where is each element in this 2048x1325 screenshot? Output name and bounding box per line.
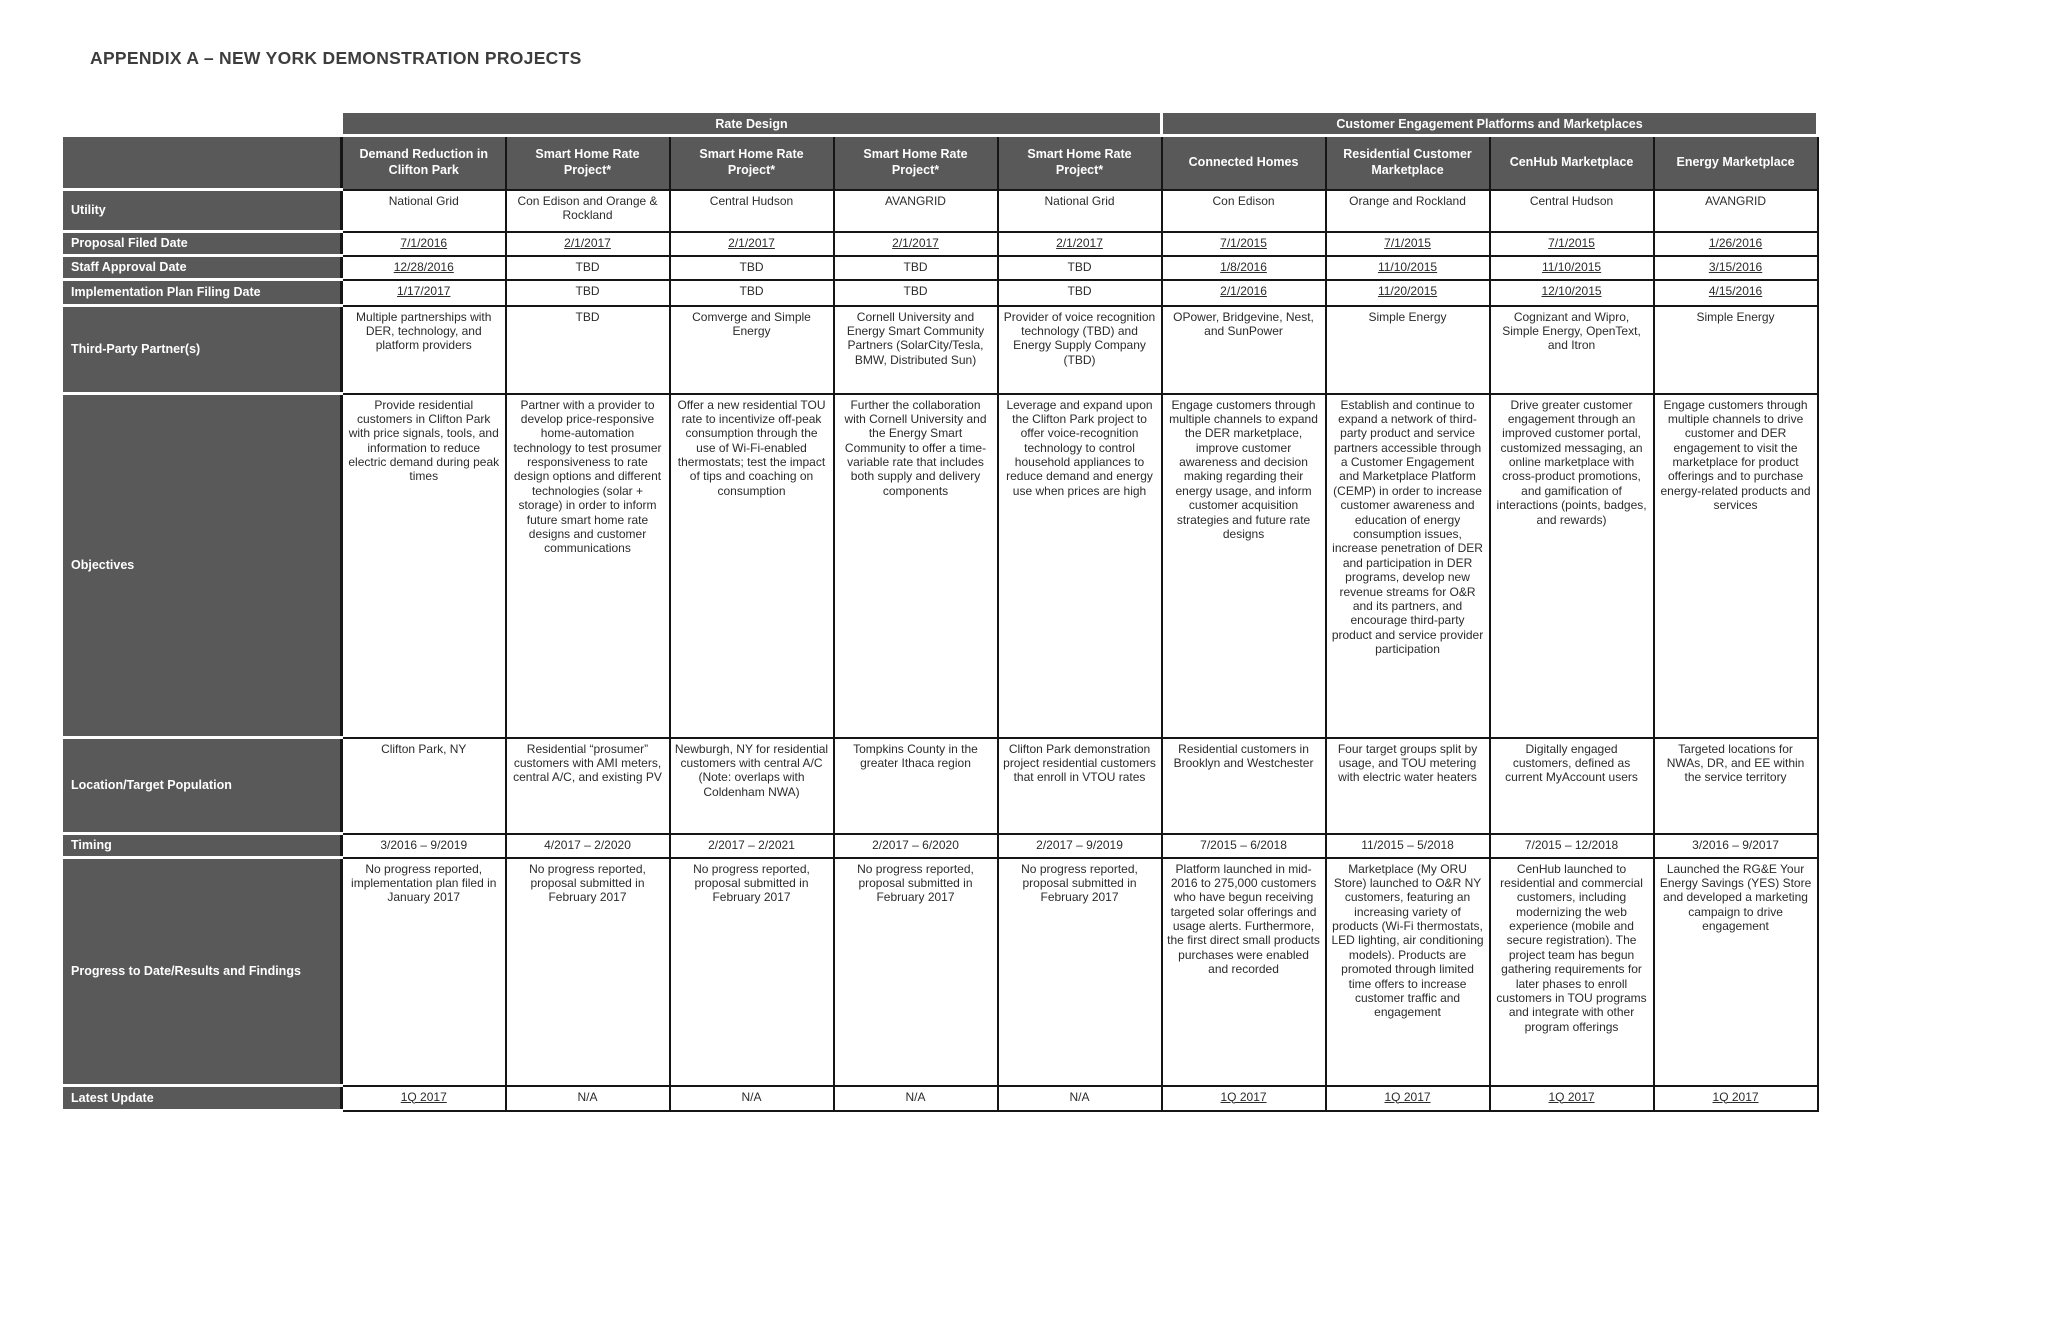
table-cell	[1654, 858, 1818, 1086]
cell-text: Clifton Park, NY	[381, 741, 467, 756]
column-header: Connected Homes	[1162, 136, 1326, 190]
table-row	[62, 190, 1818, 232]
table-cell	[1490, 858, 1654, 1086]
table-cell	[834, 190, 998, 232]
column-header: Demand Reduction in Clifton Park	[342, 136, 506, 190]
table-cell	[1326, 858, 1490, 1086]
cell-text: No progress reported, proposal submitted in February 2017	[529, 861, 646, 905]
table-cell	[342, 306, 506, 394]
linked-value[interactable]: 1Q 2017	[1548, 1089, 1595, 1104]
cell-text: Residential customers in Brooklyn and Westchester	[1173, 741, 1314, 770]
column-header: Smart Home Rate Project*	[998, 136, 1162, 190]
cell-text: Digitally engaged customers, defined as current MyAccount users	[1505, 741, 1638, 785]
table-cell	[342, 190, 506, 232]
linked-value[interactable]: 12/10/2015	[1541, 283, 1602, 298]
table-cell	[670, 190, 834, 232]
table-cell	[1162, 394, 1326, 738]
cell-text: Platform launched in mid-2016 to 275,000 customers who have begun receiving targeted solar offerings and usage alerts. Furthermore, the first direct small products purchases were enabled and recorded	[1167, 861, 1320, 977]
cell-text: AVANGRID	[1705, 193, 1766, 208]
cell-text: Offer a new residential TOU rate to incentivize off-peak consumption through the use of Wi-Fi-enabled thermostats; test the impact of tips and coaching on consumption	[677, 397, 826, 498]
table-row	[62, 394, 1818, 738]
table-cell	[1326, 1086, 1490, 1111]
cell-text: Con Edison	[1212, 193, 1275, 208]
linked-value[interactable]: 12/28/2016	[393, 259, 454, 274]
cell-text: 2/2017 – 6/2020	[872, 837, 959, 852]
table-cell	[1654, 738, 1818, 834]
table-cell	[342, 1086, 506, 1111]
cell-text: 3/2016 – 9/2019	[380, 837, 468, 852]
row-label: Timing	[62, 834, 342, 858]
cell-text: N/A	[1069, 1089, 1090, 1104]
row-label: Progress to Date/Results and Findings	[62, 858, 342, 1086]
table-cell	[1326, 256, 1490, 280]
cell-text: Further the collaboration with Cornell University and the Energy Smart Community to offer a time-variable rate that includes both supply and delivery components	[844, 397, 987, 498]
linked-value[interactable]: 11/20/2015	[1377, 283, 1438, 298]
table-cell	[834, 738, 998, 834]
cell-text: TBD	[575, 309, 600, 324]
cell-text: 3/2016 – 9/2017	[1692, 837, 1779, 852]
table-row	[62, 858, 1818, 1086]
linked-value[interactable]: 1Q 2017	[400, 1089, 447, 1104]
table-cell	[670, 1086, 834, 1111]
row-label: Third-Party Partner(s)	[62, 306, 342, 394]
cell-text: Tompkins County in the greater Ithaca region	[853, 741, 978, 770]
table-cell	[998, 394, 1162, 738]
table-cell	[1326, 394, 1490, 738]
column-header-row	[62, 136, 1818, 190]
cell-text: 7/2015 – 12/2018	[1524, 837, 1619, 852]
table-cell	[506, 738, 670, 834]
table-cell	[506, 306, 670, 394]
cell-text: 11/2015 – 5/2018	[1361, 837, 1454, 852]
table-cell	[1654, 190, 1818, 232]
table-cell	[834, 256, 998, 280]
linked-value[interactable]: 1Q 2017	[1220, 1089, 1267, 1104]
linked-value[interactable]: 2/1/2017	[1056, 235, 1103, 250]
table-cell	[1490, 280, 1654, 306]
linked-value[interactable]: 1Q 2017	[1384, 1089, 1431, 1104]
table-cell	[1654, 280, 1818, 306]
row-label: Objectives	[62, 394, 342, 738]
projects-table	[60, 110, 1819, 1112]
linked-value[interactable]: 1/17/2017	[397, 283, 451, 298]
linked-value[interactable]: 2/1/2017	[892, 235, 939, 250]
linked-value[interactable]: 1Q 2017	[1712, 1089, 1759, 1104]
linked-value[interactable]: 4/15/2016	[1708, 283, 1763, 298]
cell-text: Targeted locations for NWAs, DR, and EE within the service territory	[1666, 741, 1805, 785]
table-cell	[506, 858, 670, 1086]
cell-text: National Grid	[388, 193, 459, 208]
cell-text: 2/2017 – 2/2021	[708, 837, 795, 852]
table-cell	[834, 232, 998, 256]
table-cell	[1490, 306, 1654, 394]
linked-value[interactable]: 7/1/2015	[1384, 235, 1431, 250]
table-row	[62, 280, 1818, 306]
cell-text: TBD	[575, 259, 600, 274]
page-title: APPENDIX A – NEW YORK DEMONSTRATION PROJECTS	[90, 48, 582, 68]
table-cell	[1162, 256, 1326, 280]
table-cell	[1162, 834, 1326, 858]
table-row	[62, 256, 1818, 280]
corner-spacer	[62, 112, 342, 136]
table-cell	[670, 834, 834, 858]
row-label: Staff Approval Date	[62, 256, 342, 280]
table-cell	[1654, 256, 1818, 280]
table-cell	[506, 834, 670, 858]
linked-value[interactable]: 7/1/2016	[400, 235, 448, 250]
table-cell	[1162, 190, 1326, 232]
table-cell	[506, 232, 670, 256]
table-cell	[1654, 306, 1818, 394]
column-group-header-1: Customer Engagement Platforms and Marketplaces	[1162, 112, 1818, 136]
column-header: Smart Home Rate Project*	[506, 136, 670, 190]
cell-text: N/A	[905, 1089, 926, 1104]
cell-text: Establish and continue to expand a network of third-party product and service partners accessible through a Customer Engagement and Marketplace Platform (CEMP) in order to increase customer awareness and education of energy consumption issues, increase penetration of DER and participation in DER programs, develop new revenue streams for O&R and its partners, and encourage third-party product and service provider participation	[1331, 397, 1484, 657]
cell-text: Engage customers through multiple channels to drive customer and DER engagement to visit the marketplace for product offerings and to purchase energy-related products and services	[1660, 397, 1811, 513]
table-cell	[670, 232, 834, 256]
table-cell	[1326, 834, 1490, 858]
table-cell	[1490, 834, 1654, 858]
cell-text: Central Hudson	[709, 193, 794, 208]
table-cell	[342, 280, 506, 306]
cell-text: TBD	[1067, 283, 1092, 298]
table-cell	[670, 306, 834, 394]
table-cell	[670, 858, 834, 1086]
cell-text: Comverge and Simple Energy	[692, 309, 811, 338]
cell-text: Simple Energy	[1368, 309, 1447, 324]
cell-text: Four target groups split by usage, and TOU metering with electric water heaters	[1337, 741, 1478, 785]
cell-text: Newburgh, NY for residential customers with central A/C (Note: overlaps with Coldenham NWA)	[674, 741, 829, 799]
table-cell	[1326, 232, 1490, 256]
table-cell	[1654, 232, 1818, 256]
cell-text: No progress reported, implementation plan filed in January 2017	[351, 861, 497, 905]
cell-text: Simple Energy	[1696, 309, 1775, 324]
table-cell	[506, 256, 670, 280]
table-cell	[834, 306, 998, 394]
table-row	[62, 232, 1818, 256]
linked-value[interactable]: 11/10/2015	[1541, 259, 1602, 274]
table-row	[62, 834, 1818, 858]
table-cell	[1162, 280, 1326, 306]
table-cell	[1654, 394, 1818, 738]
cell-text: N/A	[577, 1089, 598, 1104]
table-row	[62, 738, 1818, 834]
table-cell	[834, 1086, 998, 1111]
cell-text: Cornell University and Energy Smart Community Partners (SolarCity/Tesla, BMW, Distributed Sun)	[846, 309, 985, 367]
cell-text: National Grid	[1044, 193, 1115, 208]
table-cell	[1490, 394, 1654, 738]
cell-text: Launched the RG&E Your Energy Savings (YES) Store and developed a marketing campaign to drive engagement	[1659, 861, 1812, 934]
table-cell	[342, 256, 506, 280]
cell-text: TBD	[1067, 259, 1092, 274]
table-cell	[506, 394, 670, 738]
row-label: Implementation Plan Filing Date	[62, 280, 342, 306]
table-cell	[1162, 738, 1326, 834]
linked-value[interactable]: 1/26/2016	[1708, 235, 1763, 250]
cell-text: Provide residential customers in Clifton Park with price signals, tools, and information to reduce electric demand during peak times	[348, 397, 500, 484]
table-cell	[1326, 306, 1490, 394]
table-cell	[670, 394, 834, 738]
column-header: CenHub Marketplace	[1490, 136, 1654, 190]
cell-text: N/A	[741, 1089, 762, 1104]
cell-text: Marketplace (My ORU Store) launched to O&R NY customers, featuring an increasing variety of products (Wi-Fi thermostats, LED lighting, air conditioning models). Products are promoted through limited time offers to increase customer traffic and engagement	[1331, 861, 1484, 1020]
cell-text: No progress reported, proposal submitted in February 2017	[693, 861, 810, 905]
table-row	[62, 1086, 1818, 1111]
table-cell	[998, 280, 1162, 306]
table-cell	[342, 858, 506, 1086]
table-cell	[1326, 738, 1490, 834]
cell-text: Cognizant and Wipro, Simple Energy, OpenText, and Itron	[1502, 309, 1641, 353]
linked-value[interactable]: 2/1/2016	[1220, 283, 1267, 298]
table-cell	[998, 232, 1162, 256]
cell-text: Multiple partnerships with DER, technology, and platform providers	[356, 309, 492, 353]
table-cell	[834, 394, 998, 738]
table-cell	[1490, 232, 1654, 256]
table-cell	[1490, 1086, 1654, 1111]
column-header: Smart Home Rate Project*	[834, 136, 998, 190]
cell-text: Clifton Park demonstration project residential customers that enroll in VTOU rates	[1003, 741, 1156, 785]
group-header-row	[62, 112, 1818, 136]
table-container	[60, 110, 1819, 1112]
table-cell	[1162, 306, 1326, 394]
row-label: Proposal Filed Date	[62, 232, 342, 256]
cell-text: 7/2015 – 6/2018	[1200, 837, 1287, 852]
cell-text: TBD	[903, 283, 928, 298]
table-cell	[998, 834, 1162, 858]
table-cell	[998, 190, 1162, 232]
cell-text: Provider of voice recognition technology (TBD) and Energy Supply Company (TBD)	[1003, 309, 1156, 367]
cell-text: No progress reported, proposal submitted in February 2017	[1021, 861, 1138, 905]
table-row	[62, 306, 1818, 394]
table-cell	[506, 280, 670, 306]
cell-text: No progress reported, proposal submitted in February 2017	[857, 861, 974, 905]
row-label-header	[62, 136, 342, 190]
table-cell	[1654, 1086, 1818, 1111]
cell-text: TBD	[903, 259, 928, 274]
table-cell	[1326, 280, 1490, 306]
table-cell	[342, 738, 506, 834]
cell-text: Orange and Rockland	[1349, 193, 1466, 208]
cell-text: Leverage and expand upon the Clifton Park project to offer voice-recognition technology to control household appliances to reduce demand and energy use when prices are high	[1006, 397, 1153, 498]
row-label: Location/Target Population	[62, 738, 342, 834]
row-label: Latest Update	[62, 1086, 342, 1111]
cell-text: 2/2017 – 9/2019	[1036, 837, 1123, 852]
cell-text: TBD	[575, 283, 600, 298]
table-cell	[506, 190, 670, 232]
table-cell	[998, 858, 1162, 1086]
column-header: Residential Customer Marketplace	[1326, 136, 1490, 190]
cell-text: Con Edison and Orange & Rockland	[517, 193, 658, 222]
column-header: Energy Marketplace	[1654, 136, 1818, 190]
table-cell	[342, 834, 506, 858]
table-cell	[506, 1086, 670, 1111]
table-cell	[834, 858, 998, 1086]
cell-text: OPower, Bridgevine, Nest, and SunPower	[1173, 309, 1314, 338]
table-cell	[1490, 190, 1654, 232]
table-cell	[998, 1086, 1162, 1111]
table-cell	[1162, 858, 1326, 1086]
cell-text: TBD	[739, 283, 764, 298]
linked-value[interactable]: 7/1/2015	[1220, 235, 1267, 250]
table-cell	[998, 738, 1162, 834]
cell-text: TBD	[739, 259, 764, 274]
linked-value[interactable]: 1/8/2016	[1220, 259, 1267, 274]
cell-text: Drive greater customer engagement through an improved customer portal, customized messaging, an online marketplace with cross-product promotions, and gamification of interactions (points, badges, and rewards)	[1496, 397, 1647, 527]
table-cell	[342, 232, 506, 256]
column-group-header-0: Rate Design	[342, 112, 1162, 136]
cell-text: Central Hudson	[1529, 193, 1614, 208]
table-cell	[1654, 834, 1818, 858]
linked-value[interactable]: 3/15/2016	[1708, 259, 1763, 274]
linked-value[interactable]: 2/1/2017	[728, 235, 775, 250]
linked-value[interactable]: 7/1/2015	[1548, 235, 1595, 250]
table-cell	[1490, 256, 1654, 280]
row-label: Utility	[62, 190, 342, 232]
cell-text: 4/2017 – 2/2020	[544, 837, 631, 852]
table-cell	[998, 306, 1162, 394]
cell-text: AVANGRID	[885, 193, 946, 208]
cell-text: Engage customers through multiple channels to expand the DER marketplace, improve customer awareness and decision making regarding their energy usage, and inform customer acquisition strategies and future rate designs	[1169, 397, 1318, 542]
linked-value[interactable]: 11/10/2015	[1377, 259, 1438, 274]
table-cell	[834, 280, 998, 306]
table-cell	[998, 256, 1162, 280]
table-cell	[834, 834, 998, 858]
table-cell	[342, 394, 506, 738]
linked-value[interactable]: 2/1/2017	[564, 235, 611, 250]
table-cell	[670, 280, 834, 306]
table-cell	[670, 256, 834, 280]
table-cell	[1490, 738, 1654, 834]
column-header: Smart Home Rate Project*	[670, 136, 834, 190]
table-cell	[1162, 232, 1326, 256]
cell-text: Residential “prosumer” customers with AMI meters, central A/C, and existing PV	[513, 741, 662, 785]
table-cell	[1162, 1086, 1326, 1111]
table-cell	[1326, 190, 1490, 232]
cell-text: CenHub launched to residential and commercial customers, including modernizing the web experience (mobile and secure registration). The project team has begun gathering requirements for later phases to enroll customers in TOU programs and integrate with other program offerings	[1496, 861, 1647, 1034]
table-cell	[670, 738, 834, 834]
cell-text: Partner with a provider to develop price-responsive home-automation technology to test prosumer responsiveness to rate design options and different technologies (solar + storage) in order to inform future smart home rate designs and customer communications	[513, 397, 662, 556]
